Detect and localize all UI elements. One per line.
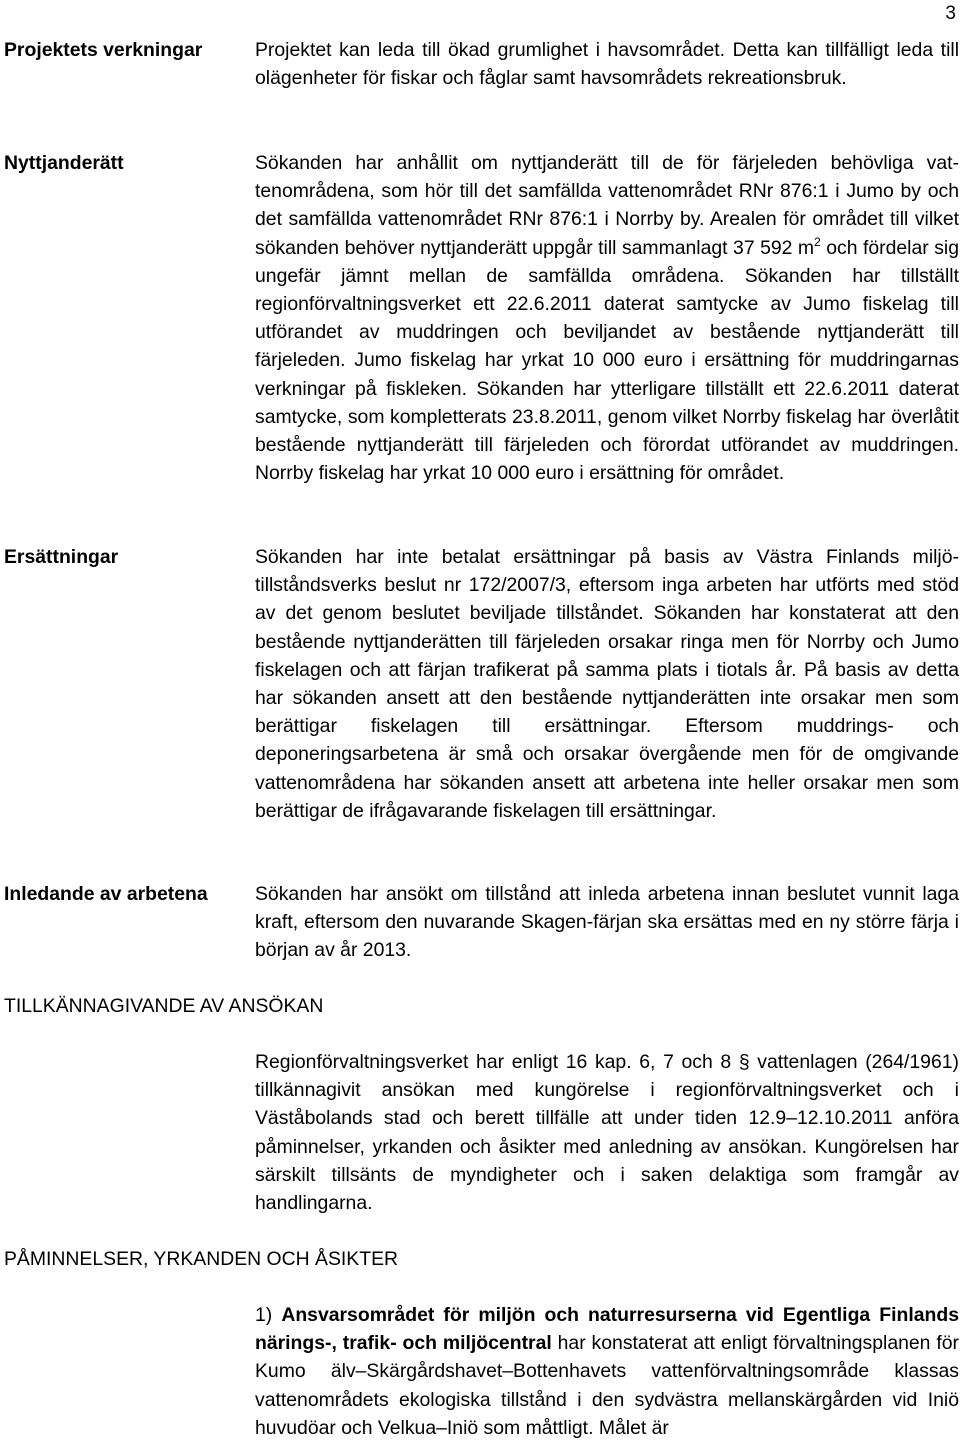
section-text xyxy=(255,1048,959,1217)
section-label: Projektets verkningar xyxy=(4,39,203,61)
paragraph: Sökanden har inte betalat ersättningar på basis av Västra Finlands miljötillståndsverks beslut nr 172/2007/3, eftersom inga arbeten har utförts med stöd av det genom beslutet beviljade tillståndet. Sökanden har konstaterat att den bestående nyttjanderätten till färjeleden orsakar ringa men för Norrby och Jumo fiskelagen och att färjan trafikerat på samma plats i tiotals år. På basis av detta har sökanden ansett att den bestående nyttjanderätten inte orsakar men som berättigar fiskelagen till ersättningar. Eftersom muddrings- och deponeringsarbetena är små och orsakar övergående men för de omgivande vattenområdena har sökanden ansett att arbetena inte heller orsakar men som berättigar de ifrågavarande fiskelagen till ersättningar. xyxy=(255,546,959,822)
section-text xyxy=(255,149,959,487)
paragraph: Sökanden har ansökt om tillstånd att inleda arbetena innan beslutet vunnit laga kraft, eftersom den nuvarande Skagen-färjan ska ersättas med en ny större färja i början av år 2013. xyxy=(255,883,959,962)
text-part: Sökanden har anhållit om nyttjanderätt till de för färjeleden behövliga vattenområdena, som hör till det samfällda vattenområdet RNr 876:1 i Jumo by och det samfällda vattenområdet RNr 876:1 i Norrby by. Arealen för området till vilket sökanden behöver nyttjanderätt uppgår till sammanlagt 37 592 m xyxy=(255,152,959,259)
section-text xyxy=(255,880,959,965)
section-label: Nyttjanderätt xyxy=(4,152,124,174)
item-text: har konstaterat att enligt förvaltningsplanen för Kumo älv–Skärgårdshavet–Bottenhavets vattenförvaltningsområde klassas vattenområdets ekologiska tillstånd i den sydvästra mellanskärgården vid Iniö huvudöar och Velkua–Iniö som måttligt. Målet är xyxy=(255,1332,959,1439)
section-label: Ersättningar xyxy=(4,546,119,568)
section-heading: PÅMINNELSER, YRKANDEN OCH ÅSIKTER xyxy=(4,1248,399,1270)
paragraph: Projektet kan leda till ökad grumlighet i havsområdet. Detta kan tillfälligt leda till olägenheter för fiskar och fåglar samt havsområdets rekreationsbruk. xyxy=(255,39,959,90)
authority-name: Ansvarsområdet för miljön och naturresurserna vid Egentliga Finlands närings-, trafik- och miljöcentral xyxy=(255,1304,959,1355)
paragraph: Regionförvaltningsverket har enligt 16 kap. 6, 7 och 8 § vattenlagen (264/1961) tillkännagivit ansökan med kungörelse i regionförvaltningsverket och i Väståbolands stad och berett tillfälle att under tiden 12.9–12.10.2011 anföra påminnelser, yrkanden och åsikter med anledning av ansökan. Kungörelsen har särskilt tillsänts de myndigheter och i saken delaktiga som framgår av handlingarna. xyxy=(255,1051,959,1215)
superscript: 2 xyxy=(814,234,821,249)
section-text xyxy=(255,543,959,825)
section-text xyxy=(255,36,959,92)
section-label: Inledande av arbetena xyxy=(4,883,208,905)
text-part: och fördelar sig ungefär jämnt mellan de samfällda områdena. Sökanden har tillställt regionförvaltningsverket ett 22.6.2011 daterat samtycke av Jumo fiskelag till utförandet av muddringen och beviljandet av bestående nyttjanderätt till färjeleden. Jumo fiskelag har yrkat 10 000 euro i ersättning för muddringarnas verkningar på fiskleken. Sökanden har ytterligare tillställt ett 22.6.2011 daterat samtycke, som kompletterats 23.8.2011, genom vilket Norrby fiskelag har överlåtit bestående nyttjanderätt till färjeleden och förordat utförandet av muddringen. Norrby fiskelag har yrkat 10 000 euro i ersättning för området. xyxy=(255,236,959,485)
section-heading: TILLKÄNNAGIVANDE AV ANSÖKAN xyxy=(4,995,324,1017)
paragraph xyxy=(255,149,959,487)
item-number: 1) xyxy=(255,1304,282,1326)
page-number: 3 xyxy=(945,3,956,24)
paragraph xyxy=(255,1301,959,1442)
section-text xyxy=(255,1301,959,1442)
